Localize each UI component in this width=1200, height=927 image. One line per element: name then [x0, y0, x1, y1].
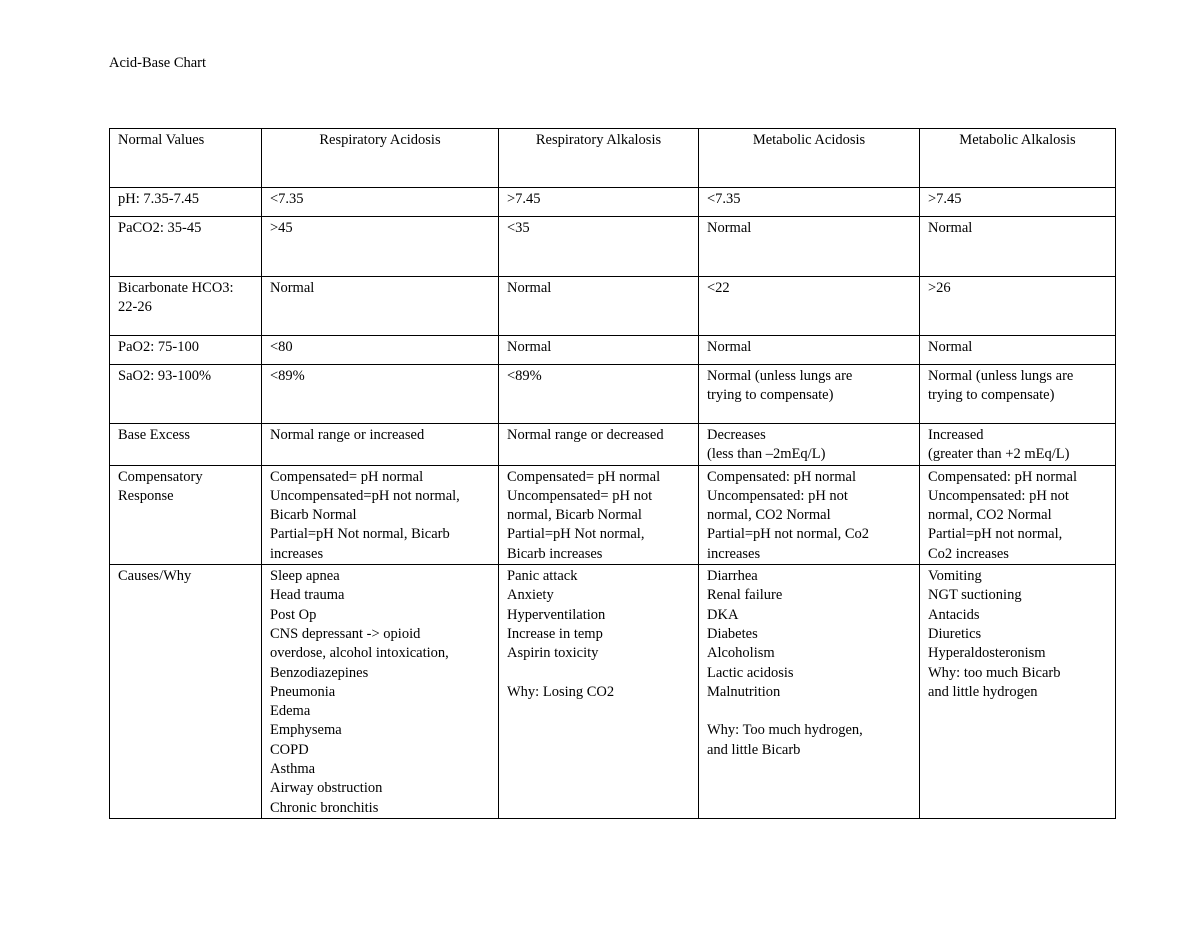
- table-cell: <7.35: [699, 188, 920, 217]
- table-row-bicarbonate: [110, 277, 1116, 336]
- table-cell: <89%: [499, 365, 699, 424]
- table-cell: Sleep apnea Head trauma Post Op CNS depressant -> opioid overdose, alcohol intoxication, Benzodiazepines Pneumonia Edema Emphysema COPD Asthma Airway obstruction Chronic bronchitis: [262, 565, 499, 819]
- table-cell: >7.45: [499, 188, 699, 217]
- table-cell: Compensated: pH normal Uncompensated: pH not normal, CO2 Normal Partial=pH not normal, Co2 increases: [699, 465, 920, 564]
- table-cell: >7.45: [920, 188, 1116, 217]
- row-label: Compensatory Response: [110, 465, 262, 564]
- table-row-causes: [110, 565, 1116, 819]
- table-cell: Normal: [499, 336, 699, 365]
- header-normal-values: Normal Values: [110, 129, 262, 188]
- table-row-ph: [110, 188, 1116, 217]
- table-cell: >45: [262, 217, 499, 277]
- row-label: Base Excess: [110, 424, 262, 466]
- table-cell: <22: [699, 277, 920, 336]
- table-cell: Normal: [920, 336, 1116, 365]
- document-title: Acid-Base Chart: [109, 55, 207, 71]
- table-cell: Vomiting NGT suctioning Antacids Diuretics Hyperaldosteronism Why: too much Bicarb and little hydrogen: [920, 565, 1116, 819]
- table-header-row: [110, 129, 1116, 188]
- table-cell: Panic attack Anxiety Hyperventilation Increase in temp Aspirin toxicity Why: Losing CO2: [499, 565, 699, 819]
- table-cell: Normal: [699, 336, 920, 365]
- table-cell: Normal range or decreased: [499, 424, 699, 466]
- row-label: Bicarbonate HCO3: 22-26: [110, 277, 262, 336]
- row-label: PaCO2: 35-45: [110, 217, 262, 277]
- table-cell: <35: [499, 217, 699, 277]
- table-cell: Normal: [920, 217, 1116, 277]
- table-cell: <80: [262, 336, 499, 365]
- table-cell: Normal: [699, 217, 920, 277]
- table-row-base-excess: [110, 424, 1116, 466]
- table-row-paco2: [110, 217, 1116, 277]
- header-respiratory-alkalosis: Respiratory Alkalosis: [499, 129, 699, 188]
- table-cell: <7.35: [262, 188, 499, 217]
- table-cell: Normal: [499, 277, 699, 336]
- row-label: Causes/Why: [110, 565, 262, 819]
- table-cell: Normal (unless lungs are trying to compensate): [920, 365, 1116, 424]
- table-cell: Compensated= pH normal Uncompensated=pH not normal, Bicarb Normal Partial=pH Not normal, Bicarb increases: [262, 465, 499, 564]
- table-cell: >26: [920, 277, 1116, 336]
- table-cell: Normal: [262, 277, 499, 336]
- row-label: PaO2: 75-100: [110, 336, 262, 365]
- table-cell: Normal (unless lungs are trying to compensate): [699, 365, 920, 424]
- table-row-sao2: [110, 365, 1116, 424]
- table-cell: Increased (greater than +2 mEq/L): [920, 424, 1116, 466]
- header-metabolic-acidosis: Metabolic Acidosis: [699, 129, 920, 188]
- table-cell: <89%: [262, 365, 499, 424]
- row-label: pH: 7.35-7.45: [110, 188, 262, 217]
- table-cell: Compensated= pH normal Uncompensated= pH not normal, Bicarb Normal Partial=pH Not normal, Bicarb increases: [499, 465, 699, 564]
- table-cell: Decreases (less than –2mEq/L): [699, 424, 920, 466]
- table-cell: Compensated: pH normal Uncompensated: pH not normal, CO2 Normal Partial=pH not normal, Co2 increases: [920, 465, 1116, 564]
- table-cell: Diarrhea Renal failure DKA Diabetes Alcoholism Lactic acidosis Malnutrition Why: Too much hydrogen, and little Bicarb: [699, 565, 920, 819]
- header-metabolic-alkalosis: Metabolic Alkalosis: [920, 129, 1116, 188]
- header-respiratory-acidosis: Respiratory Acidosis: [262, 129, 499, 188]
- table-cell: Normal range or increased: [262, 424, 499, 466]
- table-row-compensatory-response: [110, 465, 1116, 564]
- acid-base-table: [109, 128, 1116, 819]
- table-row-pao2: [110, 336, 1116, 365]
- row-label: SaO2: 93-100%: [110, 365, 262, 424]
